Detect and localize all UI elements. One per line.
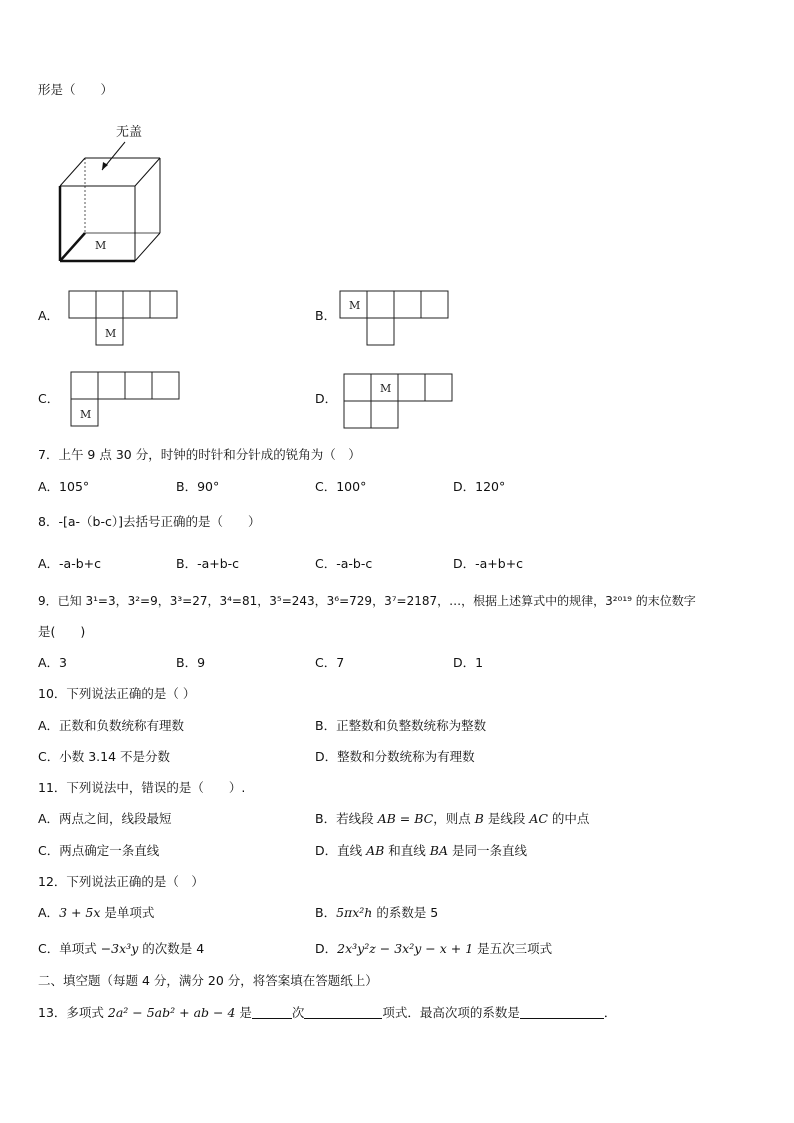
q8-option-c: C．-a-b-c xyxy=(315,556,373,571)
q8-option-a: A．-a-b+c xyxy=(38,556,102,571)
q12-option-c: C．单项式 −3x³y 的次数是 4 xyxy=(38,941,205,956)
net-option-a xyxy=(69,291,181,347)
q9-option-c: C．7 xyxy=(315,655,345,670)
q8-option-b: B．-a+b-c xyxy=(176,556,240,571)
q10-option-b: B．正整数和负整数统称为整数 xyxy=(315,718,487,733)
q11-option-c: C．两点确定一条直线 xyxy=(38,843,160,858)
q13-stem: 13．多项式 2a² − 5ab² + ab − 4 是 次 项式．最高次项的系数是 ． xyxy=(38,1005,617,1020)
q13-blank-coefficient[interactable] xyxy=(520,1006,604,1019)
q10-option-d: D．整数和分数统称为有理数 xyxy=(315,749,475,764)
net-a-face-label: M xyxy=(105,327,117,340)
q11-option-b: B．若线段 AB = BC，则点 B 是线段 AC 的中点 xyxy=(315,811,590,826)
q12-stem: 12．下列说法正确的是（ ） xyxy=(38,874,204,889)
net-option-c xyxy=(71,372,183,428)
open-box-figure xyxy=(50,118,170,268)
q12-option-d: D．2x³y²z − 3x²y − x + 1 是五次三项式 xyxy=(315,941,553,956)
q6-option-d-label: D． xyxy=(315,391,338,406)
q6-stem-tail: 形是（ ） xyxy=(38,82,114,97)
q10-option-c: C．小数 3.14 不是分数 xyxy=(38,749,171,764)
net-option-b xyxy=(340,291,452,347)
net-d-face-label: M xyxy=(380,382,392,395)
box-face-label: M xyxy=(95,239,107,252)
q8-option-d: D．-a+b+c xyxy=(453,556,524,571)
q6-option-c-label: C． xyxy=(38,391,60,406)
q7-option-d: D．120° xyxy=(453,479,506,494)
q6-option-a-label: A． xyxy=(38,308,60,323)
net-c-face-label: M xyxy=(80,408,92,421)
q7-stem: 7．上午 9 点 30 分，时钟的时针和分针成的锐角为（ ） xyxy=(38,447,361,462)
q9-option-d: D．1 xyxy=(453,655,484,670)
q13-blank-terms[interactable] xyxy=(304,1006,382,1019)
q8-stem: 8．-[a-（b-c）]去括号正确的是（ ） xyxy=(38,514,261,529)
q6-option-b-label: B． xyxy=(315,308,337,323)
q9-option-b: B．9 xyxy=(176,655,206,670)
net-b-face-label: M xyxy=(349,299,361,312)
q13-blank-degree[interactable] xyxy=(252,1006,292,1019)
section2-heading: 二、填空题（每题 4 分，满分 20 分，将答案填在答题纸上） xyxy=(38,973,378,988)
q10-stem: 10．下列说法正确的是（ ） xyxy=(38,686,196,701)
q11-option-a: A．两点之间，线段最短 xyxy=(38,811,172,826)
q12-option-b: B．5πx²h 的系数是 5 xyxy=(315,905,439,920)
q7-option-c: C．100° xyxy=(315,479,367,494)
box-label: 无盖 xyxy=(116,125,143,140)
q9-stem-continued: 是( ) xyxy=(38,624,86,639)
q12-option-a: A．3 + 5x 是单项式 xyxy=(38,905,155,920)
q11-stem: 11．下列说法中，错误的是（ ）. xyxy=(38,780,246,795)
q7-option-b: B．90° xyxy=(176,479,220,494)
q10-option-a: A．正数和负数统称有理数 xyxy=(38,718,185,733)
net-option-d xyxy=(344,374,456,430)
q9-stem: 9．已知 3¹=3，3²=9，3³=27，3⁴=81，3⁵=243，3⁶=729，3⁷=2187，…，根据上述算式中的规律，3²⁰¹⁹ 的末位数字 xyxy=(38,594,696,608)
q9-option-a: A．3 xyxy=(38,655,68,670)
q7-option-a: A．105° xyxy=(38,479,90,494)
q11-option-d: D．直线 AB 和直线 BA 是同一条直线 xyxy=(315,843,527,858)
